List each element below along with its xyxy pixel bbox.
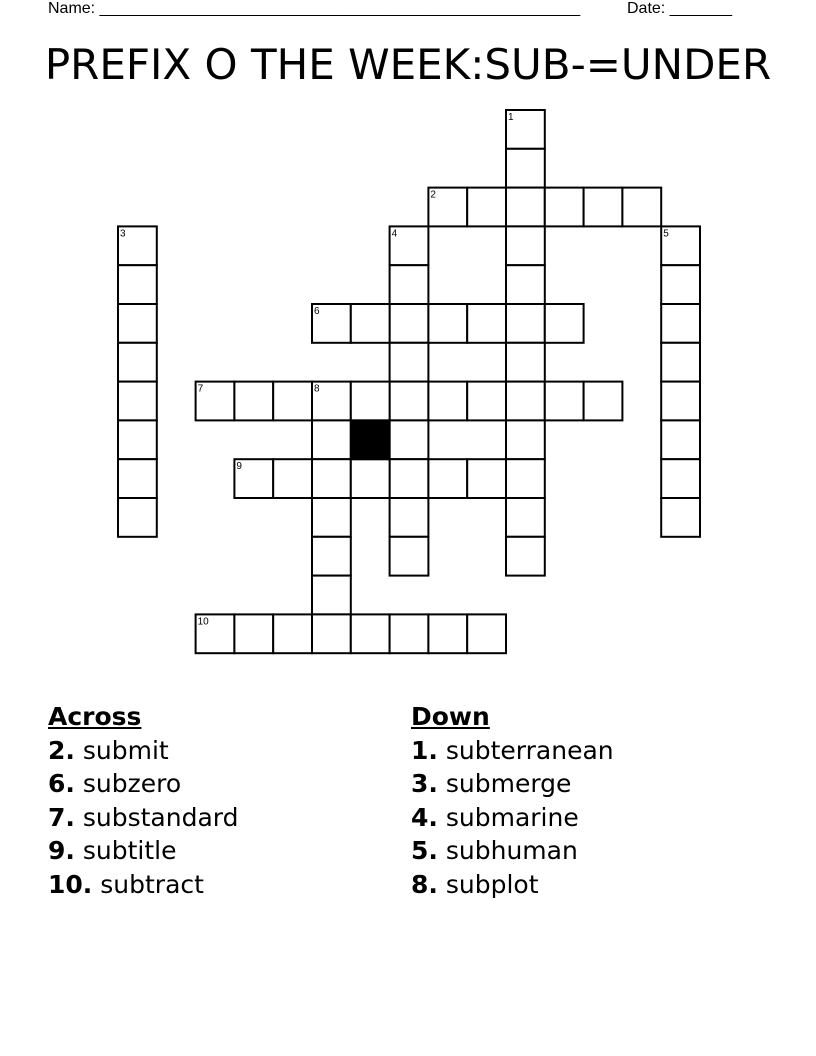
grid-cell[interactable] <box>584 188 623 227</box>
clue-text: subtract <box>100 869 204 899</box>
across-heading: Across <box>48 702 142 731</box>
grid-cell[interactable] <box>428 459 467 498</box>
across-clues <box>48 700 239 901</box>
grid-cell[interactable] <box>118 420 157 459</box>
down-heading: Down <box>411 702 490 731</box>
clue-across-10 <box>48 868 239 902</box>
grid-cell[interactable] <box>118 343 157 382</box>
clue-number-label: 3 <box>120 228 126 240</box>
grid-cell[interactable] <box>390 382 429 421</box>
clue-number: 8. <box>411 869 438 899</box>
clue-text: subplot <box>445 869 539 899</box>
grid-cell[interactable] <box>545 382 584 421</box>
grid-cell[interactable] <box>506 343 545 382</box>
clue-text: submerge <box>445 769 572 798</box>
grid-cell[interactable] <box>506 537 545 576</box>
grid-cell[interactable] <box>312 459 351 498</box>
clue-down-4 <box>411 801 614 835</box>
grid-cell[interactable] <box>351 382 390 421</box>
clue-text: submarine <box>445 802 579 832</box>
grid-cell[interactable] <box>390 265 429 304</box>
clue-number-label: 7 <box>197 383 204 395</box>
clue-number: 2. <box>48 735 75 765</box>
clue-across-2 <box>48 734 239 768</box>
clue-text: submit <box>82 735 169 765</box>
grid-cell[interactable] <box>234 382 273 421</box>
clue-number: 1. <box>411 735 438 765</box>
grid-cell[interactable] <box>661 498 700 537</box>
clue-number: 9. <box>48 836 75 865</box>
grid-cell[interactable] <box>312 614 351 653</box>
grid-cell[interactable] <box>118 498 157 537</box>
grid-cell[interactable] <box>312 576 351 615</box>
clue-down-3 <box>411 767 614 801</box>
clue-number: 5. <box>411 836 438 865</box>
clue-across-6 <box>48 767 239 801</box>
grid-cell[interactable] <box>467 304 506 343</box>
clue-number: 10. <box>48 869 93 899</box>
clue-number: 4. <box>411 802 438 832</box>
clue-number-label: 10 <box>197 616 209 628</box>
grid-cell[interactable] <box>467 382 506 421</box>
grid-cell[interactable] <box>506 226 545 265</box>
grid-cell[interactable] <box>467 614 506 653</box>
grid-cell[interactable] <box>273 614 312 653</box>
grid-cell[interactable] <box>390 304 429 343</box>
grid-cell[interactable] <box>118 382 157 421</box>
grid-cell[interactable] <box>234 614 273 653</box>
grid-cell[interactable] <box>428 382 467 421</box>
clue-across-7 <box>48 801 239 835</box>
page-title: PREFIX O THE WEEK:SUB-=UNDER <box>44 40 772 89</box>
grid-cell[interactable] <box>584 382 623 421</box>
grid-cell[interactable] <box>428 614 467 653</box>
grid-cell[interactable] <box>390 537 429 576</box>
clue-across-9 <box>48 834 239 868</box>
clue-number-label: 2 <box>430 189 436 201</box>
grid-cell[interactable] <box>428 304 467 343</box>
clue-number: 3. <box>411 769 438 798</box>
clue-number: 6. <box>48 769 75 798</box>
clue-text: subzero <box>82 769 182 798</box>
clue-number-label: 4 <box>391 228 398 240</box>
clue-number: 7. <box>48 802 75 832</box>
clue-number-label: 8 <box>314 383 320 395</box>
clue-text: subhuman <box>445 836 578 865</box>
grid-cell[interactable] <box>351 459 390 498</box>
grid-cell[interactable] <box>506 420 545 459</box>
clue-text: subterranean <box>445 735 614 765</box>
grid-cell[interactable] <box>273 382 312 421</box>
grid-black-cell <box>351 420 390 459</box>
grid-cell[interactable] <box>390 498 429 537</box>
grid-cell[interactable] <box>661 382 700 421</box>
grid-cell[interactable] <box>506 498 545 537</box>
name-field[interactable]: Name: ______________________________________________________ <box>48 0 581 17</box>
clue-number-label: 1 <box>508 112 514 123</box>
grid-cell[interactable] <box>506 382 545 421</box>
grid-cell[interactable] <box>312 420 351 459</box>
clue-number-label: 5 <box>663 228 669 240</box>
clue-number-label: 9 <box>236 461 242 473</box>
grid-cell[interactable] <box>351 614 390 653</box>
grid-cell[interactable] <box>118 265 157 304</box>
down-clues <box>411 700 614 901</box>
grid-cell[interactable] <box>661 459 700 498</box>
grid-cell[interactable] <box>118 459 157 498</box>
clue-down-5 <box>411 834 614 868</box>
clue-down-8 <box>411 868 614 902</box>
grid-cell[interactable] <box>506 149 545 188</box>
grid-cell[interactable] <box>118 304 157 343</box>
grid-cell[interactable] <box>467 188 506 227</box>
grid-cell[interactable] <box>390 420 429 459</box>
clue-text: subtitle <box>82 836 177 865</box>
grid-cell[interactable] <box>390 614 429 653</box>
date-field[interactable]: Date: _______ <box>627 0 732 17</box>
clue-number-label: 6 <box>314 306 320 317</box>
grid-cell[interactable] <box>312 498 351 537</box>
grid-cell[interactable] <box>390 343 429 382</box>
grid-cell[interactable] <box>661 343 700 382</box>
grid-cell[interactable] <box>661 420 700 459</box>
clue-down-1 <box>411 734 614 768</box>
grid-cell[interactable] <box>506 188 545 227</box>
grid-cell[interactable] <box>390 459 429 498</box>
grid-cell[interactable] <box>273 459 312 498</box>
grid-cell[interactable] <box>622 188 661 227</box>
clue-text: substandard <box>82 802 239 832</box>
grid-cell[interactable] <box>661 265 700 304</box>
grid-cell[interactable] <box>545 188 584 227</box>
grid-cell[interactable] <box>506 265 545 304</box>
grid-cell[interactable] <box>351 304 390 343</box>
grid-cell[interactable] <box>545 304 584 343</box>
grid-cell[interactable] <box>661 304 700 343</box>
grid-cell[interactable] <box>506 304 545 343</box>
grid-cell[interactable] <box>506 459 545 498</box>
grid-cell[interactable] <box>312 537 351 576</box>
grid-cell[interactable] <box>467 459 506 498</box>
